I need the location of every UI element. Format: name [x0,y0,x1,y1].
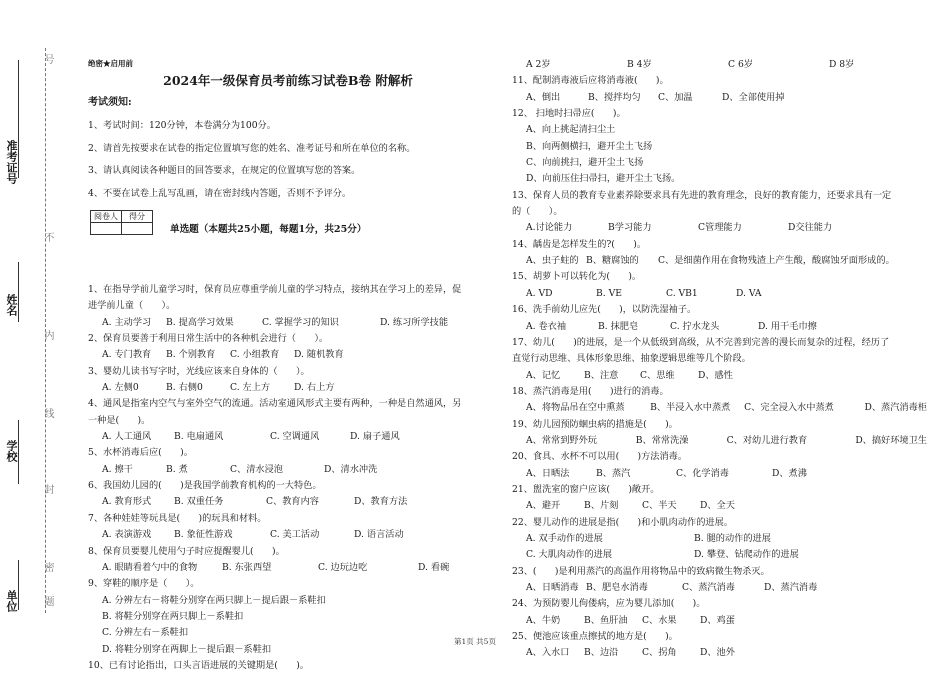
question-stem: 7、各种娃娃等玩具是( )的玩具和材料。 [88,512,267,524]
option: B学习能力 [608,222,652,234]
option-row [512,547,927,563]
question-stem: 13、保育人员的教育专业素养除要求具有先进的教育理念，良好的教育能力，还要求具有一定 [512,189,892,201]
option: D、全部使用掉 [722,91,785,103]
seal-mark: 内 [42,330,53,340]
question-stem: 直觉行动思维、具体形象思维、抽象逻辑思维等几个阶段。 [512,353,751,365]
question-stem: 23、( )是利用蒸汽的高温作用将物品中的致病微生物杀灭。 [512,565,770,577]
option: C、是细菌作用在食物残渣上产生酸，酸腐蚀牙面形成的。 [658,255,895,267]
page-title: 2024年一级保育员考前练习试卷B卷 附解析 [163,73,413,88]
option: C、化学消毒 [676,467,729,479]
question-stem: 22、婴儿动作的进展是指( )和小肌肉动作的进展。 [512,516,733,528]
question-stem: 10、已有讨论指出，口头言语进展的关键期是( )。 [88,659,309,671]
option-row [512,531,927,547]
option: C、拐角 [642,647,677,659]
notice-item: 4、不要在试卷上乱写乱画，请在密封线内答题，否则不予评分。 [88,187,352,199]
option-row [512,466,927,482]
question-stem: 18、蒸汽消毒是用( )进行的消毒。 [512,385,669,397]
option: B、肥皂水消毒 [586,582,648,593]
option: B、搅拌均匀 [588,91,641,103]
option-row [88,380,496,396]
option: A. 表演游戏 [102,529,152,541]
option: A、避开 [526,500,561,512]
question-stem: 6、我国幼儿园的( )是我国学前教育机构的一大特色。 [88,480,322,492]
option: B. 电扇通风 [174,431,224,443]
option: C. 空调通风 [270,431,320,443]
option: A、牛奶 [526,614,561,626]
name-label: 姓名 [5,294,18,316]
option: A、日晒法 [526,467,570,479]
left-column [88,57,496,674]
secret-label: 绝密★启用前 [88,59,133,68]
q10-options [512,57,927,73]
notice-item: 3、请认真阅读各种题目的回答要求，在规定的位置填写您的答案。 [88,165,361,176]
option: B、片刻 [584,500,619,512]
option-row [512,286,927,302]
option-row [88,560,496,576]
question-stem: 2、保育员要善于利用日常生活中的各种机会进行（ ）。 [88,333,329,345]
option: D. 随机教育 [294,349,344,361]
seal-mark: 线 [42,408,53,418]
option: D. 将鞋分别穿在两脚上－提后跟－系鞋扣 [102,643,272,655]
option: B. 象征性游戏 [174,529,233,541]
option: D、向前压住扫帚扫，避开尘土飞扬。 [526,173,681,185]
question-stem: 25、便池应该重点擦拭的地方是( )。 [512,631,678,643]
section-title: 单选题（本题共25小题，每题1分，共25分） [170,224,367,235]
option: D、鸡蛋 [700,614,735,626]
option: A、日晒消毒 [526,582,579,593]
option: D、蒸汽消毒 [764,582,818,593]
option: D. 语言活动 [354,529,404,541]
option: A.讨论能力 [526,222,573,234]
question-list-right [512,73,927,661]
option: A、向上挑起清扫尘土 [526,124,616,136]
score-cell[interactable] [122,223,153,235]
binding-strip [0,0,75,671]
option: D. 用干毛巾擦 [758,320,817,332]
option: D、全天 [700,500,735,512]
option: B. 东张西望 [222,561,272,573]
option-row [88,494,496,510]
question-stem: 19、幼儿园预防蛔虫病的措施是( )。 [512,418,678,430]
option-row [512,253,927,269]
grader-header: 阅卷人 [91,211,122,223]
option: B. 将鞋分别穿在两只脚上－系鞋扣 [102,610,244,622]
option: C、半天 [642,500,677,512]
unit-line [18,560,19,610]
page-footer: 第1页 共5页 [454,637,496,646]
option: A. 眼睛看着勺中的食物 [102,561,198,573]
seal-mark: 题 [42,596,53,606]
notice-heading: 考试须知: [88,97,132,108]
option: C管理能力 [698,222,742,234]
option: D. 练习所学技能 [380,316,449,328]
question-stem: 进学前儿童（ ）。 [88,300,176,312]
option: C. 大肌肉动作的进展 [526,549,613,561]
option: A 2岁 [526,59,551,70]
notice-item: 2、请首先按要求在试卷的指定位置填写您的姓名、准考证号和所在单位的名称。 [88,142,416,154]
question-list-left [88,282,496,674]
option: A. 擦干 [102,463,133,475]
question-stem: 的（ ）。 [512,206,563,218]
option: D. 攀登、钻爬动作的进展 [694,549,799,561]
option: B、半浸入水中蒸煮 [650,402,731,414]
option: B、鱼肝油 [584,614,628,626]
score-header: 得分 [122,211,153,223]
option: D、感性 [698,369,733,381]
option: B. 个别教育 [166,349,216,361]
option: D. 扇子通风 [350,431,400,443]
option: A. 人工通风 [102,431,152,443]
question-stem: 14、龋齿是怎样发生的?( )。 [512,238,647,250]
option: D交往能力 [788,222,833,234]
option: A、虫子蛀的 [526,255,579,267]
question-stem: 3、婴幼儿读书写字时，光线应该来自身体的（ ）。 [88,365,310,377]
option: B、向两侧横扫，避开尘土飞扬 [526,140,653,152]
notice-item: 1、考试时间：120分钟，本卷满分为100分。 [88,120,276,131]
option: D、清水冲洗 [324,463,378,475]
option: A、将物品吊在空中熏蒸 [526,402,625,414]
question-stem: 15、胡萝卜可以转化为( )。 [512,271,642,283]
option: D、蒸汽消毒柜 [864,402,927,414]
option: C、完全浸入水中蒸煮 [744,402,834,414]
option-row [88,462,496,478]
option: D. VA [736,287,762,299]
question-stem: 20、食具、水杯不可以用( )方法消毒。 [512,451,688,463]
question-stem: 12、 扫地时扫帚应( )。 [512,108,626,120]
score-area [88,210,496,250]
option: C. 分辨左右－系鞋扣 [102,627,189,639]
option-row [512,220,927,236]
option: C. VB1 [666,287,698,299]
seal-mark: 号 [42,54,53,64]
score-table [90,210,153,235]
option-row [88,429,496,445]
option: A. 卷衣袖 [526,320,567,332]
question-stem: 17、幼儿( )的进展，是一个从低级到高级，从不完善到完善的漫长而复杂的过程，经历了 [512,336,890,348]
option-row [512,319,927,335]
option: B. 双重任务 [174,496,224,508]
option: A. 分辨左右－将鞋分别穿在两只脚上－提后跟－系鞋扣 [102,594,326,606]
option: A. 教育形式 [102,496,152,508]
option: B 4岁 [627,59,652,70]
option: A. VD [526,287,553,299]
option: B. VE [596,287,622,299]
option: B、边沿 [584,647,619,659]
seal-mark: 密 [42,562,53,572]
question-stem: 8、保育员要婴儿使用勺子时应提醒婴儿( )。 [88,545,285,557]
option: C. 拧水龙头 [670,320,720,332]
option: C、向前挑扫，避开尘土飞扬 [526,157,644,169]
question-stem: 一种是( )。 [88,414,151,426]
option: D 8岁 [829,59,855,70]
option: A. 双手动作的进展 [526,532,603,544]
option: C. 左上方 [230,382,271,394]
option: C、对幼儿进行教育 [726,434,808,446]
option: C 6岁 [728,59,753,70]
option: C. 掌握学习的知识 [262,316,339,328]
option: A. 主动学习 [102,316,152,328]
option: A. 专门教育 [102,349,152,361]
option-row [512,580,927,596]
option: C、思维 [640,369,675,381]
question-stem: 9、穿鞋的顺序是（ ）。 [88,578,200,590]
option-row [512,90,927,106]
option-row [88,347,496,363]
option: B. 提高学习效果 [166,316,234,328]
option-row [512,498,927,514]
option: A、常常到野外玩 [526,434,597,446]
option: D. 右上方 [294,382,335,394]
option-row [512,400,927,416]
right-column [512,57,927,662]
option: D、搞好环境卫生 [855,434,927,446]
option-row [88,527,496,543]
exam-number-line [18,60,19,178]
question-stem: 4、通风是指室内空气与室外空气的流通。活动室通风形式主要有两种，一种是自然通风，另 [88,398,462,410]
option-row [512,645,927,661]
seal-mark: 不 [42,232,53,242]
option: B. 抹肥皂 [598,320,639,332]
option: C. 美工活动 [270,529,320,541]
exam-number-label: 准考证号 [5,140,18,184]
option: D、教育方法 [354,496,408,508]
option: B. 右侧0 [166,382,203,394]
question-stem: 24、为预防婴儿佝偻病，应为婴儿添加( )。 [512,598,706,610]
option: B、蒸汽 [596,467,631,479]
option: B. 煮 [166,463,188,475]
question-stem: 1、在指导学前儿童学习时，保育员应尊重学前儿童的学习特点，接纳其在学习上的差异，促 [88,284,462,295]
question-stem: 16、洗手前幼儿应先( )，以防洗湿袖子。 [512,304,697,316]
school-label: 学校 [5,440,18,462]
option: D. 看碗 [418,561,450,573]
option-row [512,368,927,384]
option: C、蒸汽消毒 [682,582,735,593]
option-row [512,613,927,629]
option: D、池外 [700,647,735,659]
question-stem: 21、盥洗室的窗户应该( )敞开。 [512,483,660,495]
option-row [88,315,496,331]
option: A、倒出 [526,91,561,103]
option: C、清水浸泡 [230,463,283,475]
school-line [18,420,19,484]
option: A. 左侧0 [102,382,139,394]
unit-label: 单位 [5,590,18,612]
name-line [18,262,19,322]
seal-mark: 封 [42,484,53,494]
option: C. 边玩边吃 [318,561,368,573]
option: B. 腿的动作的进展 [694,532,771,544]
grader-cell[interactable] [91,223,122,235]
question-stem: 11、配制消毒液后应将消毒液( )。 [512,75,669,87]
option: A、入水口 [526,647,570,659]
option: B、常常洗澡 [635,434,689,446]
option: C、水果 [642,614,677,626]
option: C、加温 [658,91,693,103]
option: C. 小组教育 [230,349,280,361]
option: D、煮沸 [772,467,807,479]
question-stem: 5、水杯消毒后应( )。 [88,447,193,459]
option: A、记忆 [526,369,561,381]
option: B、注意 [584,369,619,381]
option-row [512,433,927,449]
option: B、糖腐蚀的 [586,255,639,267]
option: C、教育内容 [266,496,319,508]
